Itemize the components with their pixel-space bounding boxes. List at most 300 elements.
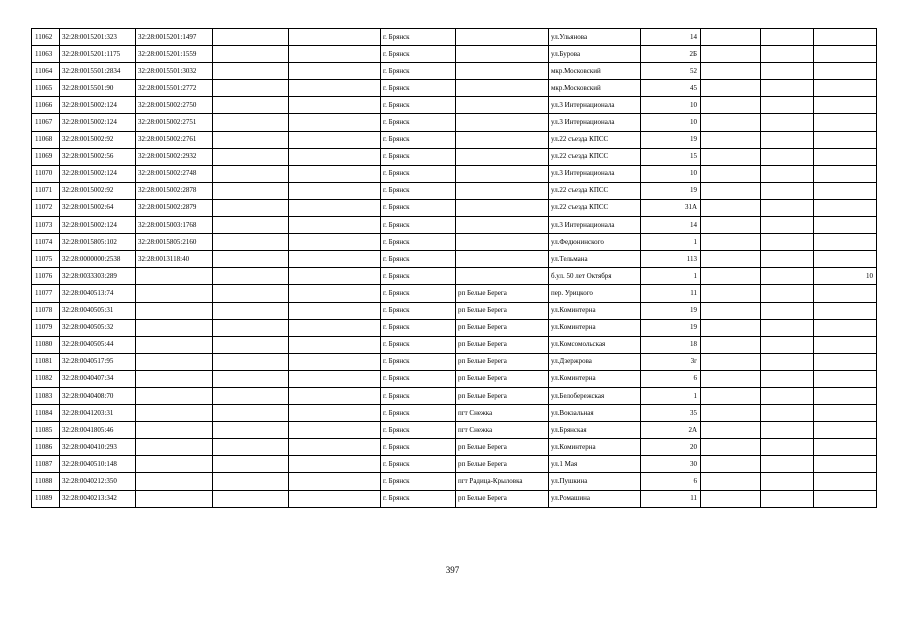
table-row — [32, 114, 877, 131]
col-4-cell — [213, 405, 289, 422]
table-row — [32, 302, 877, 319]
col-5-cell — [289, 63, 381, 80]
col-11-cell — [761, 148, 814, 165]
city-cell: г. Брянск — [381, 456, 456, 473]
linked-cadastral-number-cell: 32:28:0015002:2932 — [136, 148, 213, 165]
row-index-cell: 11066 — [32, 97, 60, 114]
street-cell: ул.3 Интернационала — [549, 114, 641, 131]
col-5-cell — [289, 29, 381, 46]
city-cell: г. Брянск — [381, 234, 456, 251]
col-12-cell — [814, 370, 877, 387]
table-row — [32, 199, 877, 216]
col-11-cell — [761, 490, 814, 507]
settlement-cell: рп Белые Берега — [456, 370, 549, 387]
settlement-cell: рп Белые Берега — [456, 490, 549, 507]
row-index-cell: 11089 — [32, 490, 60, 507]
house-number-cell: 45 — [641, 80, 701, 97]
col-5-cell — [289, 302, 381, 319]
linked-cadastral-number-cell — [136, 387, 213, 404]
settlement-cell — [456, 165, 549, 182]
street-cell: ул.Тельмана — [549, 251, 641, 268]
col-4-cell — [213, 80, 289, 97]
house-number-cell: 3г — [641, 353, 701, 370]
col-5-cell — [289, 234, 381, 251]
table-row — [32, 490, 877, 507]
settlement-cell: рп Белые Берега — [456, 439, 549, 456]
linked-cadastral-number-cell: 32:28:0013118:40 — [136, 251, 213, 268]
col-4-cell — [213, 217, 289, 234]
house-number-cell: 10 — [641, 114, 701, 131]
col-5-cell — [289, 353, 381, 370]
settlement-cell: рп Белые Берега — [456, 353, 549, 370]
col-10-cell — [701, 114, 761, 131]
street-cell: ул.3 Интернационала — [549, 97, 641, 114]
col-10-cell — [701, 97, 761, 114]
col-4-cell — [213, 370, 289, 387]
col-12-cell — [814, 336, 877, 353]
col-4-cell — [213, 131, 289, 148]
city-cell: г. Брянск — [381, 353, 456, 370]
row-index-cell: 11075 — [32, 251, 60, 268]
city-cell: г. Брянск — [381, 29, 456, 46]
col-5-cell — [289, 165, 381, 182]
settlement-cell — [456, 46, 549, 63]
row-index-cell: 11078 — [32, 302, 60, 319]
col-10-cell — [701, 302, 761, 319]
settlement-cell — [456, 217, 549, 234]
col-12-cell — [814, 46, 877, 63]
col-5-cell — [289, 387, 381, 404]
linked-cadastral-number-cell: 32:28:0015002:2879 — [136, 199, 213, 216]
settlement-cell: рп Белые Берега — [456, 336, 549, 353]
street-cell: ул.1 Мая — [549, 456, 641, 473]
street-cell: ул.Комсомольская — [549, 336, 641, 353]
row-index-cell: 11073 — [32, 217, 60, 234]
col-10-cell — [701, 353, 761, 370]
city-cell: г. Брянск — [381, 217, 456, 234]
registry-table — [31, 28, 877, 508]
city-cell: г. Брянск — [381, 199, 456, 216]
house-number-cell: 10 — [641, 97, 701, 114]
table-row — [32, 405, 877, 422]
street-cell: ул.3 Интернационала — [549, 165, 641, 182]
col-11-cell — [761, 405, 814, 422]
col-10-cell — [701, 370, 761, 387]
cadastral-number-cell: 32:28:0040213:342 — [60, 490, 136, 507]
col-10-cell — [701, 251, 761, 268]
settlement-cell — [456, 148, 549, 165]
house-number-cell: 113 — [641, 251, 701, 268]
city-cell: г. Брянск — [381, 490, 456, 507]
col-5-cell — [289, 422, 381, 439]
linked-cadastral-number-cell: 32:28:0015002:2761 — [136, 131, 213, 148]
col-12-cell — [814, 114, 877, 131]
col-10-cell — [701, 80, 761, 97]
col-12-cell: 10 — [814, 268, 877, 285]
settlement-cell — [456, 234, 549, 251]
linked-cadastral-number-cell — [136, 456, 213, 473]
cadastral-number-cell: 32:28:0015002:124 — [60, 114, 136, 131]
cadastral-number-cell: 32:28:0015501:2834 — [60, 63, 136, 80]
col-10-cell — [701, 217, 761, 234]
city-cell: г. Брянск — [381, 148, 456, 165]
col-5-cell — [289, 456, 381, 473]
col-11-cell — [761, 439, 814, 456]
street-cell: мкр.Московский — [549, 80, 641, 97]
city-cell: г. Брянск — [381, 439, 456, 456]
settlement-cell — [456, 182, 549, 199]
street-cell: ул.Дзержрова — [549, 353, 641, 370]
col-11-cell — [761, 80, 814, 97]
house-number-cell: 1 — [641, 387, 701, 404]
linked-cadastral-number-cell: 32:28:0015805:2160 — [136, 234, 213, 251]
street-cell: ул.Коминтерна — [549, 370, 641, 387]
house-number-cell: 1 — [641, 268, 701, 285]
cadastral-number-cell: 32:28:0040517:95 — [60, 353, 136, 370]
cadastral-number-cell: 32:28:0015002:92 — [60, 131, 136, 148]
linked-cadastral-number-cell — [136, 490, 213, 507]
cadastral-number-cell: 32:28:0041203:31 — [60, 405, 136, 422]
col-5-cell — [289, 114, 381, 131]
col-4-cell — [213, 422, 289, 439]
city-cell: г. Брянск — [381, 46, 456, 63]
house-number-cell: 2Б — [641, 46, 701, 63]
col-10-cell — [701, 439, 761, 456]
linked-cadastral-number-cell: 32:28:0015201:1559 — [136, 46, 213, 63]
row-index-cell: 11068 — [32, 131, 60, 148]
row-index-cell: 11087 — [32, 456, 60, 473]
street-cell: ул.Пушкина — [549, 473, 641, 490]
table-row — [32, 165, 877, 182]
table-row — [32, 29, 877, 46]
row-index-cell: 11077 — [32, 285, 60, 302]
col-10-cell — [701, 199, 761, 216]
col-5-cell — [289, 217, 381, 234]
col-5-cell — [289, 319, 381, 336]
house-number-cell: 35 — [641, 405, 701, 422]
col-12-cell — [814, 422, 877, 439]
linked-cadastral-number-cell — [136, 268, 213, 285]
street-cell: ул.22 съезда КПСС — [549, 199, 641, 216]
col-11-cell — [761, 97, 814, 114]
linked-cadastral-number-cell — [136, 285, 213, 302]
col-12-cell — [814, 199, 877, 216]
col-10-cell — [701, 131, 761, 148]
col-12-cell — [814, 387, 877, 404]
house-number-cell: 19 — [641, 131, 701, 148]
cadastral-number-cell: 32:28:0040410:293 — [60, 439, 136, 456]
col-10-cell — [701, 234, 761, 251]
linked-cadastral-number-cell: 32:28:0015501:2772 — [136, 80, 213, 97]
col-4-cell — [213, 46, 289, 63]
row-index-cell: 11082 — [32, 370, 60, 387]
house-number-cell: 19 — [641, 319, 701, 336]
col-4-cell — [213, 456, 289, 473]
linked-cadastral-number-cell — [136, 370, 213, 387]
cadastral-number-cell: 32:28:0000000:2538 — [60, 251, 136, 268]
col-10-cell — [701, 473, 761, 490]
cadastral-number-cell: 32:28:0040505:44 — [60, 336, 136, 353]
col-4-cell — [213, 97, 289, 114]
col-12-cell — [814, 63, 877, 80]
settlement-cell — [456, 268, 549, 285]
city-cell: г. Брянск — [381, 165, 456, 182]
settlement-cell: пгт Радица-Крыловка — [456, 473, 549, 490]
col-5-cell — [289, 370, 381, 387]
table-row — [32, 234, 877, 251]
col-10-cell — [701, 46, 761, 63]
col-4-cell — [213, 473, 289, 490]
street-cell: ул.22 съезда КПСС — [549, 148, 641, 165]
city-cell: г. Брянск — [381, 114, 456, 131]
col-5-cell — [289, 97, 381, 114]
col-11-cell — [761, 422, 814, 439]
house-number-cell: 15 — [641, 148, 701, 165]
col-11-cell — [761, 199, 814, 216]
city-cell: г. Брянск — [381, 387, 456, 404]
settlement-cell: рп Белые Берега — [456, 387, 549, 404]
linked-cadastral-number-cell: 32:28:0015002:2750 — [136, 97, 213, 114]
col-10-cell — [701, 490, 761, 507]
table-row — [32, 439, 877, 456]
col-5-cell — [289, 336, 381, 353]
col-5-cell — [289, 490, 381, 507]
col-5-cell — [289, 405, 381, 422]
col-10-cell — [701, 422, 761, 439]
col-5-cell — [289, 439, 381, 456]
col-10-cell — [701, 456, 761, 473]
linked-cadastral-number-cell — [136, 302, 213, 319]
col-12-cell — [814, 80, 877, 97]
table-row — [32, 131, 877, 148]
col-5-cell — [289, 199, 381, 216]
linked-cadastral-number-cell: 32:28:0015501:3032 — [136, 63, 213, 80]
col-12-cell — [814, 319, 877, 336]
col-11-cell — [761, 319, 814, 336]
table-row — [32, 370, 877, 387]
street-cell: ул.Бурова — [549, 46, 641, 63]
city-cell: г. Брянск — [381, 63, 456, 80]
col-12-cell — [814, 131, 877, 148]
settlement-cell — [456, 80, 549, 97]
row-index-cell: 11086 — [32, 439, 60, 456]
cadastral-number-cell: 32:28:0041805:46 — [60, 422, 136, 439]
table-row — [32, 251, 877, 268]
cadastral-number-cell: 32:28:0033303:289 — [60, 268, 136, 285]
col-10-cell — [701, 63, 761, 80]
table-row — [32, 319, 877, 336]
row-index-cell: 11081 — [32, 353, 60, 370]
col-11-cell — [761, 285, 814, 302]
table-row — [32, 456, 877, 473]
col-10-cell — [701, 182, 761, 199]
city-cell: г. Брянск — [381, 302, 456, 319]
col-11-cell — [761, 165, 814, 182]
cadastral-number-cell: 32:28:0040513:74 — [60, 285, 136, 302]
row-index-cell: 11062 — [32, 29, 60, 46]
linked-cadastral-number-cell — [136, 473, 213, 490]
table-row — [32, 473, 877, 490]
col-10-cell — [701, 387, 761, 404]
col-4-cell — [213, 148, 289, 165]
linked-cadastral-number-cell — [136, 422, 213, 439]
cadastral-number-cell: 32:28:0040212:350 — [60, 473, 136, 490]
settlement-cell: рп Белые Берега — [456, 319, 549, 336]
street-cell: ул.3 Интернационала — [549, 217, 641, 234]
col-10-cell — [701, 268, 761, 285]
row-index-cell: 11070 — [32, 165, 60, 182]
settlement-cell — [456, 251, 549, 268]
house-number-cell: 2А — [641, 422, 701, 439]
table-row — [32, 182, 877, 199]
col-12-cell — [814, 456, 877, 473]
settlement-cell — [456, 97, 549, 114]
settlement-cell: рп Белые Берега — [456, 285, 549, 302]
house-number-cell: 10 — [641, 165, 701, 182]
row-index-cell: 11067 — [32, 114, 60, 131]
city-cell: г. Брянск — [381, 336, 456, 353]
col-10-cell — [701, 148, 761, 165]
col-5-cell — [289, 268, 381, 285]
table-row — [32, 422, 877, 439]
settlement-cell — [456, 29, 549, 46]
row-index-cell: 11069 — [32, 148, 60, 165]
cadastral-number-cell: 32:28:0040510:148 — [60, 456, 136, 473]
cadastral-number-cell: 32:28:0015002:56 — [60, 148, 136, 165]
linked-cadastral-number-cell — [136, 319, 213, 336]
street-cell: ул.Белобережская — [549, 387, 641, 404]
linked-cadastral-number-cell: 32:28:0015002:2878 — [136, 182, 213, 199]
cadastral-number-cell: 32:28:0040407:34 — [60, 370, 136, 387]
col-11-cell — [761, 46, 814, 63]
cadastral-number-cell: 32:28:0040505:32 — [60, 319, 136, 336]
col-5-cell — [289, 46, 381, 63]
table-row — [32, 46, 877, 63]
col-4-cell — [213, 319, 289, 336]
table-row — [32, 353, 877, 370]
house-number-cell: 11 — [641, 490, 701, 507]
cadastral-number-cell: 32:28:0015002:92 — [60, 182, 136, 199]
linked-cadastral-number-cell — [136, 336, 213, 353]
row-index-cell: 11079 — [32, 319, 60, 336]
col-10-cell — [701, 285, 761, 302]
row-index-cell: 11084 — [32, 405, 60, 422]
city-cell: г. Брянск — [381, 422, 456, 439]
city-cell: г. Брянск — [381, 285, 456, 302]
table-row — [32, 387, 877, 404]
row-index-cell: 11083 — [32, 387, 60, 404]
street-cell: ул.Коминтерна — [549, 439, 641, 456]
table-row — [32, 97, 877, 114]
col-12-cell — [814, 473, 877, 490]
settlement-cell — [456, 114, 549, 131]
table-row — [32, 63, 877, 80]
cadastral-number-cell: 32:28:0015002:124 — [60, 165, 136, 182]
table-row — [32, 336, 877, 353]
row-index-cell: 11063 — [32, 46, 60, 63]
col-11-cell — [761, 217, 814, 234]
col-12-cell — [814, 490, 877, 507]
col-4-cell — [213, 114, 289, 131]
city-cell: г. Брянск — [381, 473, 456, 490]
col-4-cell — [213, 490, 289, 507]
cadastral-number-cell: 32:28:0015201:323 — [60, 29, 136, 46]
table-row — [32, 148, 877, 165]
col-11-cell — [761, 182, 814, 199]
col-5-cell — [289, 148, 381, 165]
street-cell: ул.22 съезда КПСС — [549, 182, 641, 199]
street-cell: ул.Ульянова — [549, 29, 641, 46]
settlement-cell: пгт Снежка — [456, 405, 549, 422]
col-11-cell — [761, 370, 814, 387]
col-4-cell — [213, 302, 289, 319]
cadastral-number-cell: 32:28:0015501:90 — [60, 80, 136, 97]
street-cell: ул.Коминтерна — [549, 302, 641, 319]
col-11-cell — [761, 336, 814, 353]
col-11-cell — [761, 268, 814, 285]
house-number-cell: 19 — [641, 182, 701, 199]
col-10-cell — [701, 405, 761, 422]
col-4-cell — [213, 63, 289, 80]
table-row — [32, 80, 877, 97]
col-11-cell — [761, 131, 814, 148]
table-row — [32, 268, 877, 285]
linked-cadastral-number-cell — [136, 353, 213, 370]
row-index-cell: 11085 — [32, 422, 60, 439]
linked-cadastral-number-cell — [136, 405, 213, 422]
street-cell: ул.Вокзальная — [549, 405, 641, 422]
col-4-cell — [213, 29, 289, 46]
col-12-cell — [814, 302, 877, 319]
col-11-cell — [761, 114, 814, 131]
city-cell: г. Брянск — [381, 319, 456, 336]
house-number-cell: 1 — [641, 234, 701, 251]
city-cell: г. Брянск — [381, 251, 456, 268]
settlement-cell — [456, 131, 549, 148]
settlement-cell: пгт Снежка — [456, 422, 549, 439]
house-number-cell: 6 — [641, 473, 701, 490]
col-11-cell — [761, 29, 814, 46]
street-cell: ул.Коминтерна — [549, 319, 641, 336]
street-cell: пер. Урицкого — [549, 285, 641, 302]
linked-cadastral-number-cell: 32:28:0015003:1768 — [136, 217, 213, 234]
city-cell: г. Брянск — [381, 97, 456, 114]
col-11-cell — [761, 251, 814, 268]
col-5-cell — [289, 182, 381, 199]
street-cell: б.ул. 50 лет Октября — [549, 268, 641, 285]
house-number-cell: 14 — [641, 217, 701, 234]
row-index-cell: 11071 — [32, 182, 60, 199]
col-10-cell — [701, 336, 761, 353]
col-11-cell — [761, 456, 814, 473]
row-index-cell: 11074 — [32, 234, 60, 251]
col-5-cell — [289, 285, 381, 302]
street-cell: мкр.Московский — [549, 63, 641, 80]
city-cell: г. Брянск — [381, 80, 456, 97]
house-number-cell: 19 — [641, 302, 701, 319]
street-cell: ул.Федюнинского — [549, 234, 641, 251]
settlement-cell — [456, 63, 549, 80]
col-5-cell — [289, 251, 381, 268]
cadastral-number-cell: 32:28:0015002:124 — [60, 97, 136, 114]
row-index-cell: 11064 — [32, 63, 60, 80]
col-11-cell — [761, 63, 814, 80]
city-cell: г. Брянск — [381, 268, 456, 285]
house-number-cell: 52 — [641, 63, 701, 80]
city-cell: г. Брянск — [381, 182, 456, 199]
col-12-cell — [814, 251, 877, 268]
col-5-cell — [289, 131, 381, 148]
